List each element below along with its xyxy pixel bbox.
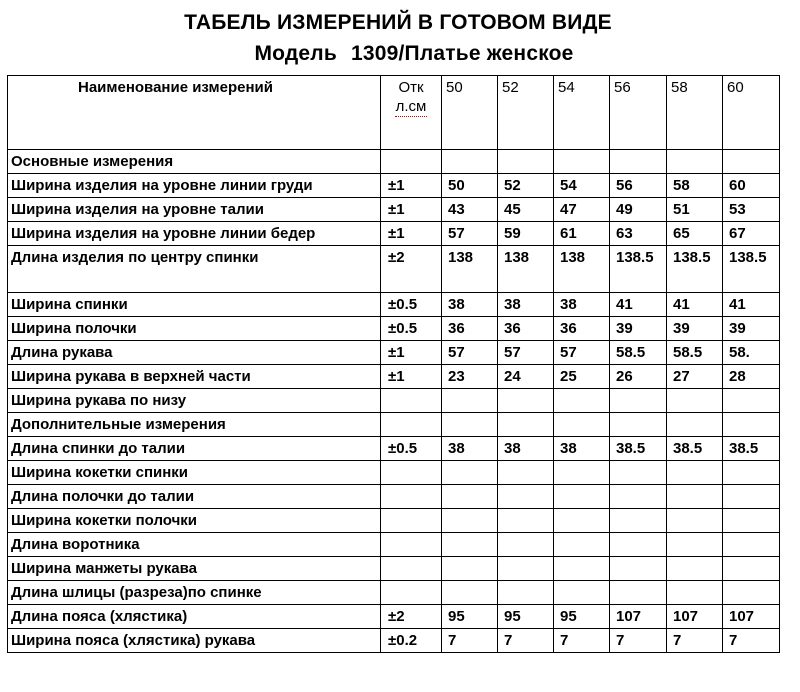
size-value-cell: 41	[723, 293, 780, 317]
size-value-cell	[667, 581, 723, 605]
measurement-name: Ширина спинки	[8, 293, 381, 317]
size-value-cell: 138	[442, 246, 498, 293]
table-row	[8, 581, 780, 605]
size-value-cell	[554, 557, 610, 581]
size-value-cell: 7	[554, 629, 610, 653]
size-value-cell	[667, 533, 723, 557]
measurement-name: Длина спинки до талии	[8, 437, 381, 461]
size-value-cell	[498, 389, 554, 413]
size-value-cell: 107	[723, 605, 780, 629]
size-value-cell	[610, 413, 667, 437]
size-value-cell	[498, 461, 554, 485]
table-row	[8, 293, 780, 317]
size-value-cell	[610, 581, 667, 605]
size-value-cell: 38	[498, 293, 554, 317]
size-value-cell	[442, 581, 498, 605]
column-header-size: 58	[667, 76, 723, 150]
size-value-cell: 95	[554, 605, 610, 629]
table-row	[8, 629, 780, 653]
size-value-cell: 7	[498, 629, 554, 653]
measurement-name: Ширина пояса (хлястика) рукава	[8, 629, 381, 653]
size-value-cell: 138	[498, 246, 554, 293]
size-value-cell: 58.	[723, 341, 780, 365]
document-title: ТАБЕЛЬ ИЗМЕРЕНИЙ В ГОТОВОМ ВИДЕ	[184, 11, 612, 34]
size-value-cell	[610, 509, 667, 533]
tolerance-cell	[381, 581, 442, 605]
size-value-cell: 38	[554, 437, 610, 461]
measurement-name: Длина воротника	[8, 533, 381, 557]
size-value-cell	[723, 389, 780, 413]
model-value: 1309/Платье женское	[350, 42, 574, 65]
tolerance-cell: ±1	[381, 198, 442, 222]
size-value-cell: 138.5	[723, 246, 780, 293]
measurement-name: Ширина манжеты рукава	[8, 557, 381, 581]
size-value-cell: 107	[667, 605, 723, 629]
table-row	[8, 533, 780, 557]
size-value-cell: 95	[442, 605, 498, 629]
size-value-cell: 39	[667, 317, 723, 341]
column-header-name: Наименование измерений	[8, 76, 381, 150]
size-value-cell: 107	[610, 605, 667, 629]
table-row	[8, 509, 780, 533]
size-value-cell	[554, 485, 610, 509]
size-value-cell: 7	[610, 629, 667, 653]
size-value-cell	[723, 533, 780, 557]
column-header-size: 50	[442, 76, 498, 150]
size-value-cell	[498, 557, 554, 581]
measurement-name: Ширина кокетки полочки	[8, 509, 381, 533]
tolerance-cell	[381, 557, 442, 581]
size-value-cell	[498, 485, 554, 509]
column-header-size: 52	[498, 76, 554, 150]
tolerance-cell: ±0.5	[381, 317, 442, 341]
size-value-cell: 38.5	[667, 437, 723, 461]
tolerance-cell: ±1	[381, 341, 442, 365]
size-value-cell	[723, 485, 780, 509]
size-value-cell	[554, 389, 610, 413]
table-row	[8, 198, 780, 222]
size-value-cell: 60	[723, 174, 780, 198]
measurement-name: Ширина изделия на уровне линии бедер	[8, 222, 381, 246]
size-value-cell: 38	[554, 293, 610, 317]
size-value-cell: 36	[554, 317, 610, 341]
tolerance-cell	[381, 413, 442, 437]
size-value-cell	[442, 557, 498, 581]
tolerance-cell	[381, 150, 442, 174]
size-value-cell: 57	[442, 222, 498, 246]
size-value-cell: 61	[554, 222, 610, 246]
table-row	[8, 605, 780, 629]
measurement-name: Ширина рукава по низу	[8, 389, 381, 413]
size-value-cell: 51	[667, 198, 723, 222]
size-value-cell	[667, 461, 723, 485]
table-row	[8, 557, 780, 581]
tolerance-cell	[381, 461, 442, 485]
size-value-cell: 52	[498, 174, 554, 198]
measurement-table	[7, 75, 780, 653]
table-row	[8, 222, 780, 246]
table-row	[8, 341, 780, 365]
size-value-cell	[554, 461, 610, 485]
size-value-cell: 58.5	[610, 341, 667, 365]
table-row	[8, 174, 780, 198]
measurement-name: Длина полочки до талии	[8, 485, 381, 509]
size-value-cell	[442, 413, 498, 437]
size-value-cell: 41	[610, 293, 667, 317]
size-value-cell	[610, 533, 667, 557]
measurement-name: Длина изделия по центру спинки	[8, 246, 381, 293]
size-value-cell: 27	[667, 365, 723, 389]
size-value-cell	[723, 509, 780, 533]
size-value-cell: 58.5	[667, 341, 723, 365]
size-value-cell: 43	[442, 198, 498, 222]
tolerance-cell	[381, 509, 442, 533]
column-header-tolerance: Откл.см	[381, 76, 442, 150]
size-value-cell	[554, 413, 610, 437]
size-value-cell	[723, 461, 780, 485]
column-header-size: 54	[554, 76, 610, 150]
tolerance-cell: ±2	[381, 605, 442, 629]
measurement-name: Длина пояса (хлястика)	[8, 605, 381, 629]
size-value-cell: 7	[442, 629, 498, 653]
size-value-cell: 57	[554, 341, 610, 365]
size-value-cell: 38	[442, 437, 498, 461]
size-value-cell	[610, 389, 667, 413]
size-value-cell: 138.5	[610, 246, 667, 293]
size-value-cell: 23	[442, 365, 498, 389]
size-value-cell	[723, 557, 780, 581]
size-value-cell	[554, 509, 610, 533]
tolerance-cell: ±0.5	[381, 437, 442, 461]
column-header-size: 56	[610, 76, 667, 150]
size-value-cell: 56	[610, 174, 667, 198]
size-value-cell	[442, 461, 498, 485]
size-value-cell	[667, 150, 723, 174]
size-value-cell	[667, 413, 723, 437]
table-header-row	[8, 76, 780, 150]
size-value-cell	[442, 389, 498, 413]
size-value-cell: 47	[554, 198, 610, 222]
measurement-name: Ширина изделия на уровне талии	[8, 198, 381, 222]
table-row	[8, 150, 780, 174]
size-value-cell: 65	[667, 222, 723, 246]
size-value-cell: 36	[498, 317, 554, 341]
size-value-cell	[554, 581, 610, 605]
table-row	[8, 485, 780, 509]
size-value-cell: 54	[554, 174, 610, 198]
size-value-cell	[667, 557, 723, 581]
size-value-cell	[498, 509, 554, 533]
size-value-cell: 39	[723, 317, 780, 341]
measurement-name: Ширина изделия на уровне линии груди	[8, 174, 381, 198]
size-value-cell	[610, 485, 667, 509]
size-value-cell: 67	[723, 222, 780, 246]
table-row	[8, 413, 780, 437]
size-value-cell: 58	[667, 174, 723, 198]
model-line	[14, 42, 800, 66]
model-label: Модель	[254, 42, 337, 65]
size-value-cell	[667, 485, 723, 509]
size-value-cell: 50	[442, 174, 498, 198]
size-value-cell: 41	[667, 293, 723, 317]
size-value-cell: 138	[554, 246, 610, 293]
size-value-cell	[498, 581, 554, 605]
size-value-cell	[498, 150, 554, 174]
column-header-size: 60	[723, 76, 780, 150]
size-value-cell: 25	[554, 365, 610, 389]
table-row	[8, 317, 780, 341]
table-row	[8, 246, 780, 293]
table-row	[8, 389, 780, 413]
size-value-cell	[498, 413, 554, 437]
table-row	[8, 365, 780, 389]
tolerance-cell	[381, 485, 442, 509]
measurement-name: Длина рукава	[8, 341, 381, 365]
size-value-cell: 38	[442, 293, 498, 317]
size-value-cell	[723, 413, 780, 437]
size-value-cell: 53	[723, 198, 780, 222]
size-value-cell: 38.5	[723, 437, 780, 461]
size-value-cell: 138.5	[667, 246, 723, 293]
measurement-name: Длина шлицы (разреза)по спинке	[8, 581, 381, 605]
size-value-cell: 28	[723, 365, 780, 389]
measurement-name: Ширина полочки	[8, 317, 381, 341]
size-value-cell: 57	[442, 341, 498, 365]
tolerance-cell	[381, 389, 442, 413]
tolerance-cell: ±1	[381, 365, 442, 389]
tolerance-cell: ±1	[381, 222, 442, 246]
size-value-cell: 49	[610, 198, 667, 222]
measurement-name: Ширина кокетки спинки	[8, 461, 381, 485]
size-value-cell	[667, 509, 723, 533]
size-value-cell: 26	[610, 365, 667, 389]
tolerance-cell: ±1	[381, 174, 442, 198]
measurement-name: Основные измерения	[8, 150, 381, 174]
table-row	[8, 461, 780, 485]
tolerance-cell: ±0.5	[381, 293, 442, 317]
size-value-cell: 24	[498, 365, 554, 389]
size-value-cell	[498, 533, 554, 557]
measurement-name: Дополнительные измерения	[8, 413, 381, 437]
size-value-cell: 38.5	[610, 437, 667, 461]
tolerance-cell	[381, 533, 442, 557]
size-value-cell: 39	[610, 317, 667, 341]
size-value-cell: 7	[723, 629, 780, 653]
size-value-cell	[723, 581, 780, 605]
size-value-cell: 38	[498, 437, 554, 461]
size-value-cell	[723, 150, 780, 174]
size-value-cell	[442, 533, 498, 557]
size-value-cell: 7	[667, 629, 723, 653]
tolerance-cell: ±0.2	[381, 629, 442, 653]
size-value-cell: 45	[498, 198, 554, 222]
table-row	[8, 437, 780, 461]
size-value-cell	[554, 533, 610, 557]
size-value-cell: 63	[610, 222, 667, 246]
size-value-cell	[442, 509, 498, 533]
tolerance-cell: ±2	[381, 246, 442, 293]
size-value-cell: 36	[442, 317, 498, 341]
size-value-cell	[442, 150, 498, 174]
size-value-cell: 59	[498, 222, 554, 246]
size-value-cell	[442, 485, 498, 509]
measurement-name: Ширина рукава в верхней части	[8, 365, 381, 389]
size-value-cell	[610, 150, 667, 174]
size-value-cell	[667, 389, 723, 413]
size-value-cell: 57	[498, 341, 554, 365]
size-value-cell: 95	[498, 605, 554, 629]
size-value-cell	[610, 461, 667, 485]
size-value-cell	[610, 557, 667, 581]
size-value-cell	[554, 150, 610, 174]
